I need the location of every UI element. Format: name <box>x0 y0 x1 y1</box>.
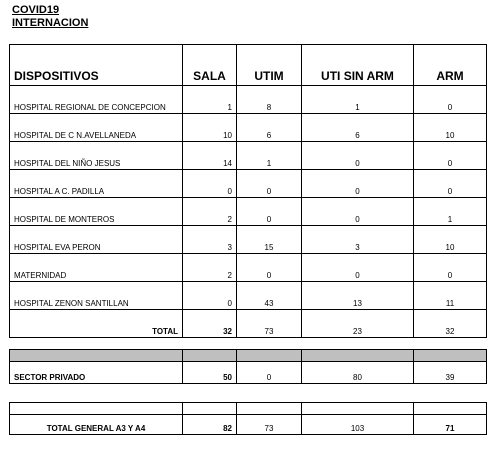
row-uti: 3 <box>302 226 414 254</box>
row-uti: 0 <box>302 198 414 226</box>
row-arm: 0 <box>414 86 487 114</box>
row-arm: 0 <box>414 142 487 170</box>
row-sala: 14 <box>183 142 237 170</box>
total-arm: 32 <box>414 310 487 338</box>
general-label: TOTAL GENERAL A3 Y A4 <box>10 415 183 435</box>
row-name: HOSPITAL REGIONAL DE CONCEPCION <box>10 86 183 114</box>
row-sala: 0 <box>183 170 237 198</box>
row-sala: 1 <box>183 86 237 114</box>
privado-label: SECTOR PRIVADO <box>10 362 183 384</box>
row-name: HOSPITAL DEL NIÑO JESUS <box>10 142 183 170</box>
row-arm: 0 <box>414 254 487 282</box>
row-arm: 10 <box>414 114 487 142</box>
report-title: COVID19 <box>12 4 60 16</box>
row-sala: 2 <box>183 254 237 282</box>
row-name: HOSPITAL DE MONTEROS <box>10 198 183 226</box>
general-sala: 82 <box>183 415 237 435</box>
header-arm: ARM <box>414 45 487 86</box>
table-row <box>10 282 487 310</box>
row-arm: 10 <box>414 226 487 254</box>
row-sala: 10 <box>183 114 237 142</box>
row-utim: 8 <box>237 86 302 114</box>
row-utim: 1 <box>237 142 302 170</box>
general-utim: 73 <box>237 415 302 435</box>
row-uti: 0 <box>302 254 414 282</box>
privado-row <box>10 362 487 384</box>
table-row <box>10 198 487 226</box>
table-row <box>10 142 487 170</box>
header-uti-sin-arm: UTI SIN ARM <box>302 45 414 86</box>
table-row <box>10 254 487 282</box>
row-uti: 6 <box>302 114 414 142</box>
table-row <box>10 170 487 198</box>
row-utim: 43 <box>237 282 302 310</box>
header-dispositivos: DISPOSITIVOS <box>10 45 183 86</box>
total-sala: 32 <box>183 310 237 338</box>
row-name: HOSPITAL A C. PADILLA <box>10 170 183 198</box>
row-arm: 0 <box>414 170 487 198</box>
internacion-table <box>9 44 487 338</box>
total-utim: 73 <box>237 310 302 338</box>
general-arm: 71 <box>414 415 487 435</box>
total-uti: 23 <box>302 310 414 338</box>
sector-privado-table <box>9 349 487 384</box>
row-utim: 0 <box>237 170 302 198</box>
row-name: HOSPITAL ZENON SANTILLAN <box>10 282 183 310</box>
row-name: HOSPITAL DE C N.AVELLANEDA <box>10 114 183 142</box>
row-arm: 11 <box>414 282 487 310</box>
privado-uti: 80 <box>302 362 414 384</box>
privado-utim: 0 <box>237 362 302 384</box>
row-utim: 0 <box>237 198 302 226</box>
row-utim: 15 <box>237 226 302 254</box>
table-row <box>10 86 487 114</box>
table-row <box>10 226 487 254</box>
general-row <box>10 415 487 435</box>
row-name: HOSPITAL EVA PERON <box>10 226 183 254</box>
header-utim: UTIM <box>237 45 302 86</box>
total-row <box>10 310 487 338</box>
row-utim: 0 <box>237 254 302 282</box>
row-uti: 0 <box>302 142 414 170</box>
privado-arm: 39 <box>414 362 487 384</box>
privado-sala: 50 <box>183 362 237 384</box>
row-uti: 13 <box>302 282 414 310</box>
row-sala: 3 <box>183 226 237 254</box>
row-name: MATERNIDAD <box>10 254 183 282</box>
row-utim: 6 <box>237 114 302 142</box>
row-arm: 1 <box>414 198 487 226</box>
row-uti: 0 <box>302 170 414 198</box>
report-subtitle: INTERNACION <box>12 17 89 29</box>
table-header-row <box>10 45 487 86</box>
row-sala: 0 <box>183 282 237 310</box>
general-spacer-row <box>10 403 487 415</box>
total-general-table <box>9 402 487 435</box>
row-sala: 2 <box>183 198 237 226</box>
row-uti: 1 <box>302 86 414 114</box>
header-sala: SALA <box>183 45 237 86</box>
general-uti: 103 <box>302 415 414 435</box>
total-label: TOTAL <box>10 310 183 338</box>
table-row <box>10 114 487 142</box>
privado-spacer-row <box>10 350 487 362</box>
